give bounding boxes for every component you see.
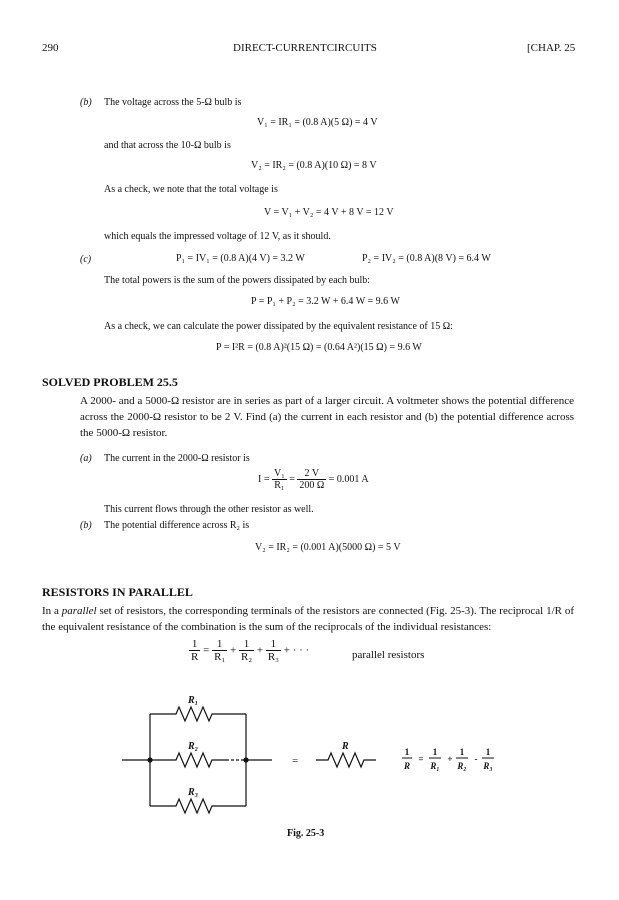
solution-part-b-text: The potential difference across R₂ is: [104, 520, 250, 531]
resistor-equivalent: [316, 753, 376, 767]
part-c-text1: The total powers is the sum of the powers dissipated by each bulb:: [104, 275, 371, 286]
problem-statement: A 2000- and a 5000-Ω resistor are in series as part of a larger circuit. A voltmeter shows the potential difference across the 2000-Ω resistor to be 2 V. Find (a) the current in each resistor and (b) the potential difference across the 5000-Ω resistor.: [80, 395, 574, 439]
part-b-label: (b): [80, 97, 92, 108]
formula-den-r: R: [403, 761, 411, 771]
formula-den-r1: R₁: [430, 761, 440, 771]
equation-p2: P₂ = IV₂ = (0.8 A)(8 V) = 6.4 W: [362, 253, 491, 264]
current-eq-lhs: I =: [258, 474, 270, 485]
frac2-denominator: 200 Ω: [299, 480, 325, 491]
equation-vtotal: V = V₁ + V₂ = 4 V + 8 V = 12 V: [264, 207, 394, 218]
label-r3: R₃: [188, 787, 199, 798]
solution-part-a-text2: This current flows through the other resistor as well.: [104, 504, 314, 515]
eq-num: 1: [266, 638, 281, 651]
formula-num-3: 1: [459, 747, 465, 757]
solution-part-a-label: (a): [80, 453, 92, 464]
part-b-intro: The voltage across the 5-Ω bulb is: [104, 97, 242, 108]
frac1-numerator: V₁: [273, 468, 285, 479]
equation-v1: V₁ = IR₁ = (0.8 A)(5 Ω) = 4 V: [257, 117, 378, 128]
eq-plus: +: [256, 644, 264, 657]
formula-num-4: 1: [485, 747, 491, 757]
formula-equals: =: [418, 754, 424, 764]
parallel-heading: RESISTORS IN PARALLEL: [42, 585, 193, 599]
equation-v2-solution: V₂ = IR₂ = (0.001 A)(5000 Ω) = 5 V: [255, 542, 401, 553]
node-right: [243, 757, 248, 762]
part-b-text3: As a check, we note that the total voltage is: [104, 184, 278, 195]
equation-p-check: P = I²R = (0.8 A)²(15 Ω) = (0.64 A²)(15 Ω) = 9.6 W: [216, 342, 422, 353]
equation-ptotal: P = P₁ + P₂ = 3.2 W + 6.4 W = 9.6 W: [251, 296, 400, 307]
resistor-r2: [150, 753, 226, 767]
formula-num-1: 1: [404, 747, 410, 757]
eq-num: 1: [212, 638, 227, 651]
parallel-para-italic: parallel: [61, 605, 97, 617]
eq-equals: =: [203, 644, 210, 657]
eq-den-R1: R₁: [214, 651, 226, 663]
formula-den-r2: R₂: [457, 761, 467, 771]
formula-minus: -: [474, 754, 478, 764]
parallel-para-prefix: In a: [42, 605, 62, 617]
eq-den-R: R: [191, 651, 199, 663]
parallel-para-rest: set of resistors, the corresponding terminals of the resistors are connected (Fig. 25-3). The reciprocal 1/R of the equivalent resistance of the combination is the sum of the reciprocals of the individual resistances:: [42, 605, 574, 633]
eq-num: 1: [239, 638, 254, 651]
solution-part-a-text: The current in the 2000-Ω resistor is: [104, 453, 250, 464]
part-c-label: (c): [80, 254, 92, 265]
formula-plus: +: [447, 754, 453, 764]
eq-plus: +: [229, 644, 237, 657]
resistor-r3: [150, 799, 246, 813]
eq-num: 1: [189, 638, 200, 651]
eq-den-R3: R₃: [267, 651, 280, 663]
label-r1: R₁: [188, 695, 199, 706]
parallel-note: parallel resistors: [352, 649, 425, 661]
equation-p1: P₁ = IV₁ = (0.8 A)(4 V) = 3.2 W: [176, 253, 305, 264]
eq-den-R2: R₂: [240, 651, 253, 663]
solved-problem-heading: SOLVED PROBLEM 25.5: [42, 375, 178, 389]
formula-num-2: 1: [432, 747, 438, 757]
page-number: 290: [42, 42, 59, 54]
part-c-text2: As a check, we can calculate the power dissipated by the equivalent resistance of 15 Ω:: [104, 321, 453, 332]
equation-v2: V₂ = IR₂ = (0.8 A)(10 Ω) = 8 V: [251, 160, 377, 171]
running-title: DIRECT-CURRENTCIRCUITS: [233, 42, 377, 54]
eq-dots: + · · ·: [283, 644, 310, 657]
node-left: [147, 757, 152, 762]
label-r2: R₂: [188, 741, 199, 752]
formula-den-r3: R₃: [483, 761, 493, 771]
part-b-text4: which equals the impressed voltage of 12 V, as it should.: [104, 231, 331, 242]
figure-equals: =: [292, 755, 299, 767]
resistor-r1: [150, 707, 246, 721]
figure-caption: Fig. 25-3: [287, 828, 325, 839]
part-b-text2: and that across the 10-Ω bulb is: [104, 140, 231, 151]
current-eq-result: = 0.001 A: [328, 474, 369, 485]
frac2-numerator: 2 V: [297, 468, 326, 480]
chapter-label: [CHAP. 25: [527, 42, 576, 54]
solution-part-b-label: (b): [80, 520, 92, 531]
current-eq-equals: =: [289, 474, 295, 485]
label-r: R: [342, 741, 349, 752]
frac1-denominator: R₁: [274, 480, 285, 491]
